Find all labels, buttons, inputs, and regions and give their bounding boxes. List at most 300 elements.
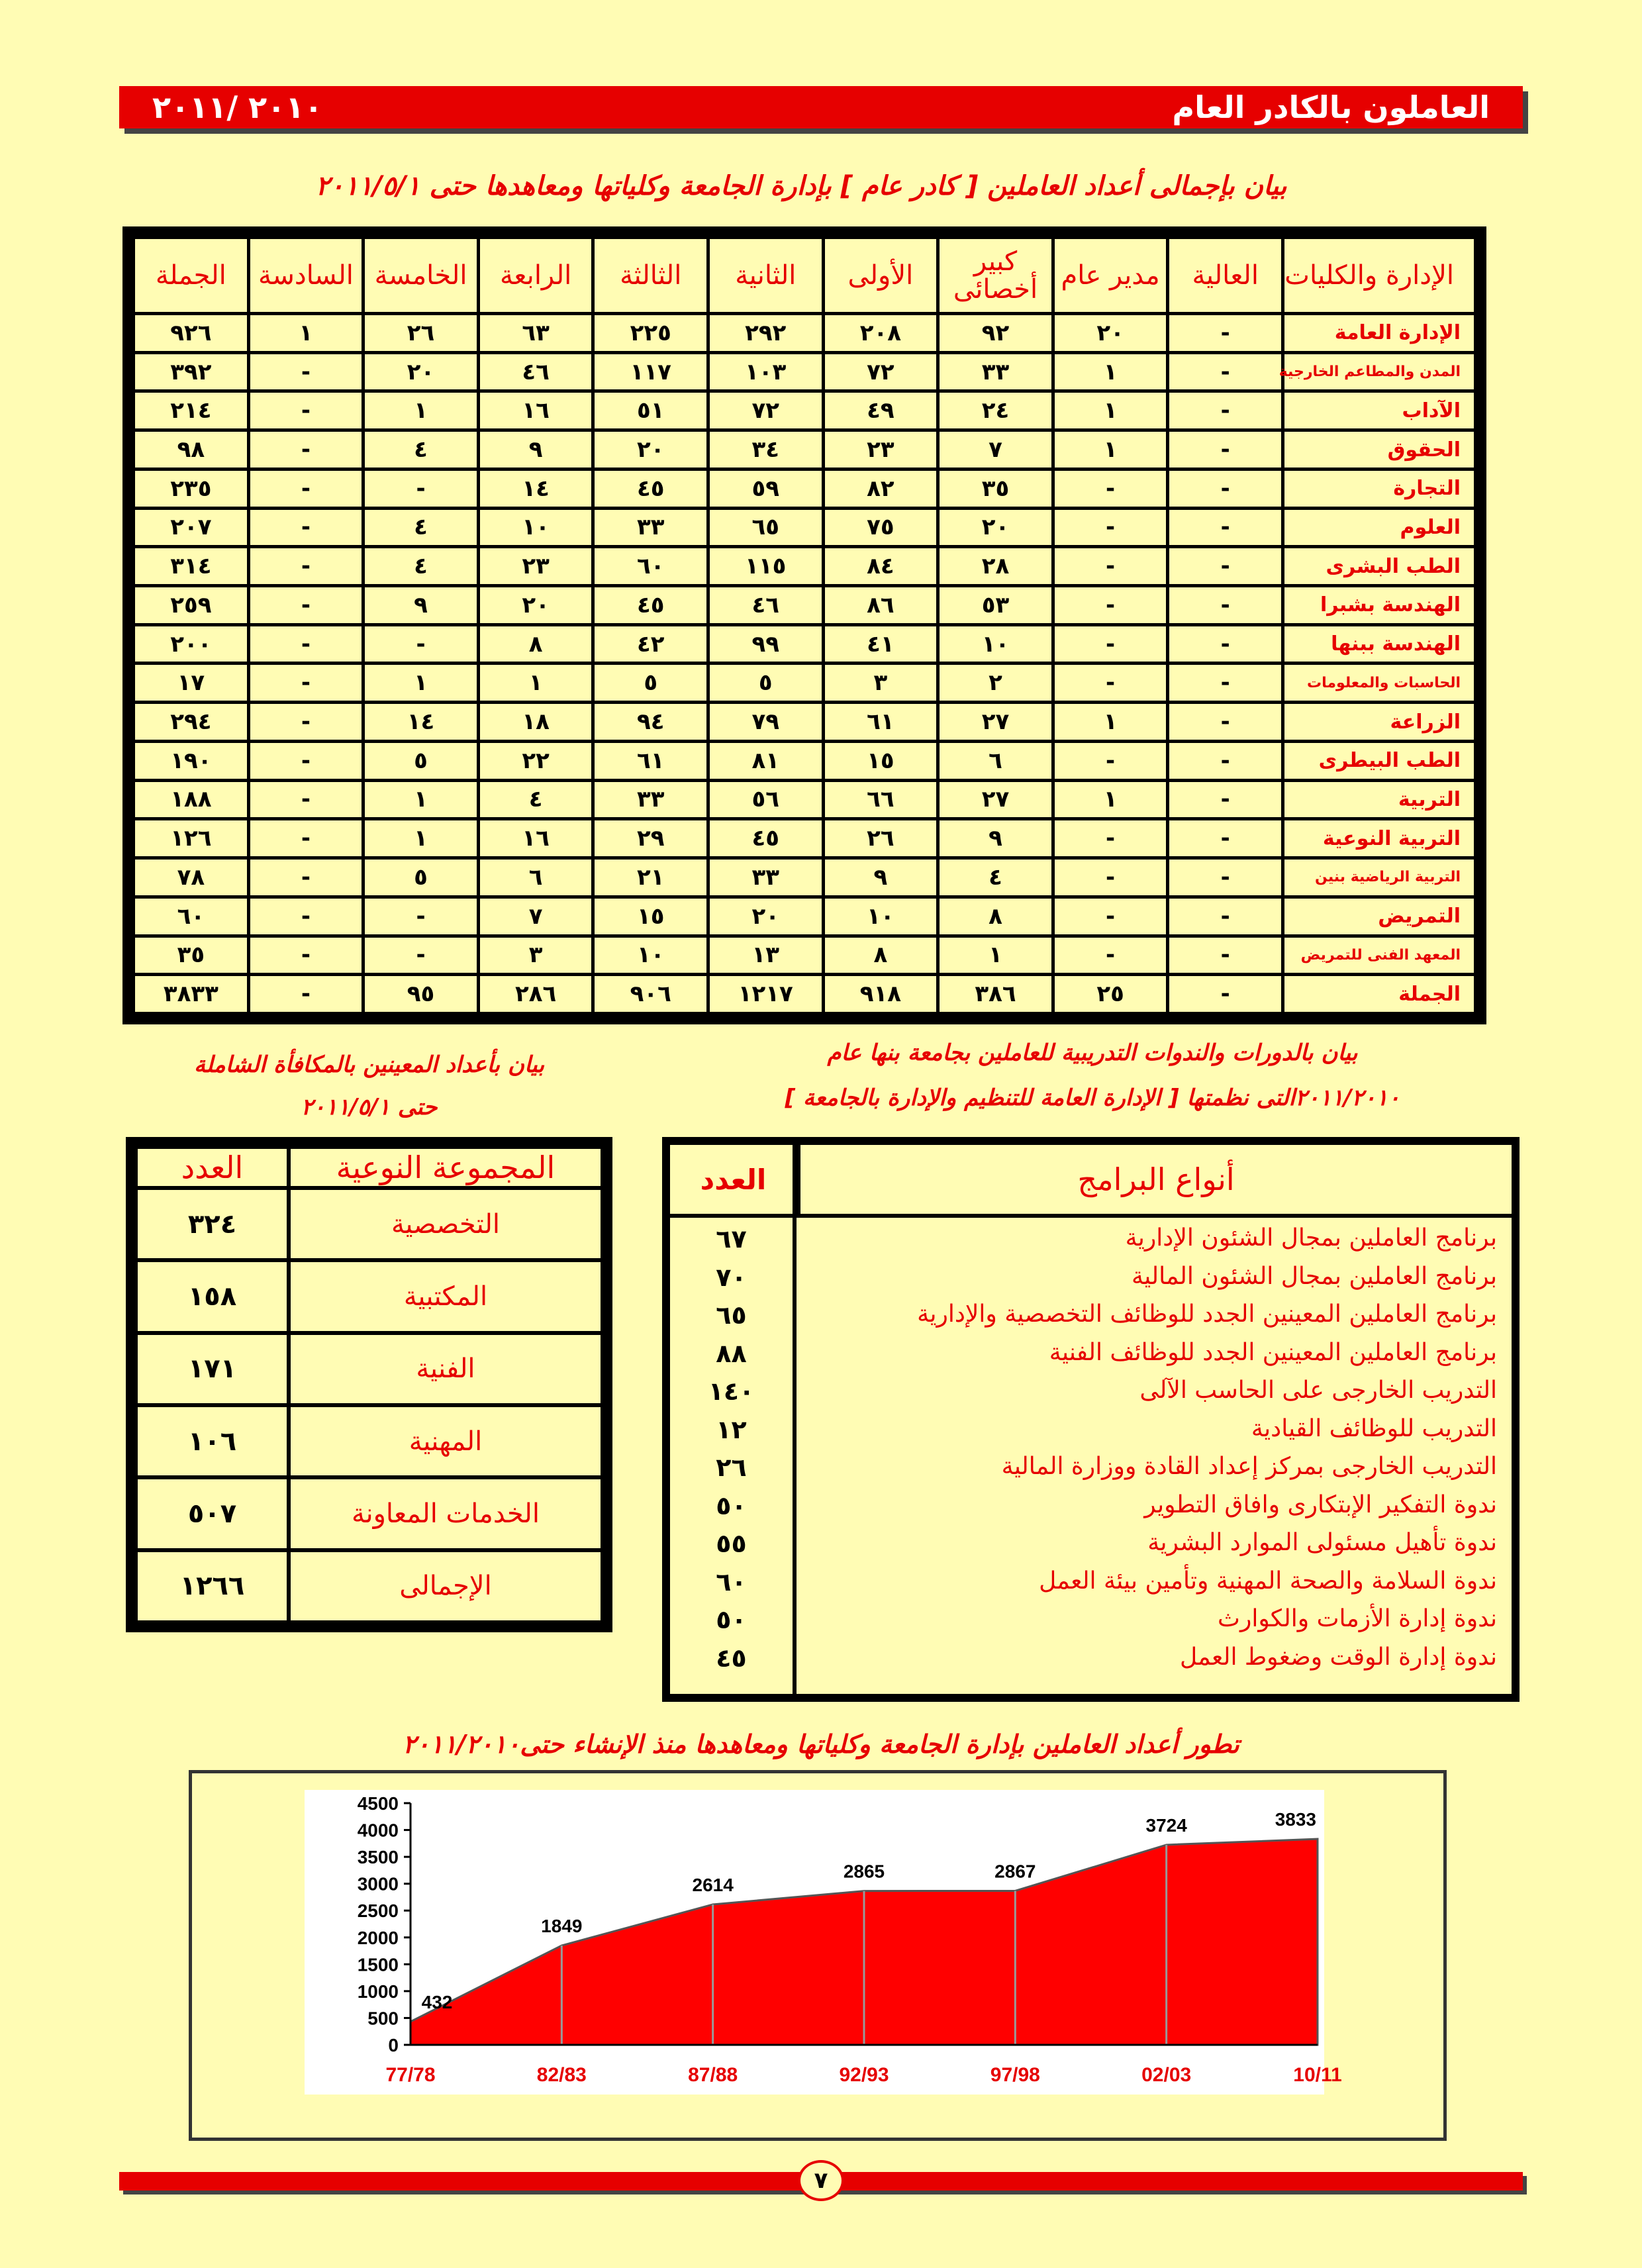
program-name: برنامج العاملين المعينين الجدد للوظائف الفنية xyxy=(1049,1338,1497,1366)
table-cell: ٩٤ xyxy=(593,703,708,742)
program-name: برنامج العاملين بمجال الشئون الإدارية xyxy=(1125,1224,1497,1252)
table-cell: ٥٦ xyxy=(708,780,824,819)
department-name: الحقوق xyxy=(1282,430,1475,469)
table-cell: - xyxy=(248,703,363,742)
table-cell: ٤ xyxy=(363,430,479,469)
table-cell: ١٣ xyxy=(708,936,824,975)
table-cell: - xyxy=(363,624,479,664)
list-item xyxy=(670,1377,1512,1414)
y-tick-label: 2000 xyxy=(357,1927,399,1948)
groups-title-line2: حتى ٢٠١١/٥/١ xyxy=(301,1094,438,1120)
table-cell: - xyxy=(1053,936,1168,975)
header-bar xyxy=(119,86,1523,128)
table-cell: ٤٩ xyxy=(823,391,938,430)
department-name: التربية الرياضية بنين xyxy=(1282,858,1475,897)
list-item xyxy=(670,1224,1512,1262)
group-count: ١٠٦ xyxy=(136,1405,289,1477)
department-name: الجملة xyxy=(1282,975,1475,1014)
table-cell: ٦ xyxy=(938,741,1053,780)
table-cell: ١٠٣ xyxy=(708,352,824,391)
table-cell: ٢٥٩ xyxy=(134,586,249,625)
table-cell: ٣٩٢ xyxy=(134,352,249,391)
table-cell: ٥ xyxy=(708,664,824,703)
table-cell: ٢٠ xyxy=(708,897,824,936)
table-cell: ٧٢ xyxy=(708,391,824,430)
table-cell: - xyxy=(248,391,363,430)
table-row xyxy=(134,391,1476,430)
table-cell: ٤٢ xyxy=(593,624,708,664)
table-row xyxy=(134,703,1476,742)
program-count: ٧٠ xyxy=(716,1262,747,1292)
table-cell: ١٠ xyxy=(478,508,593,547)
table-row xyxy=(136,1477,603,1550)
header-year: ٢٠١٠ /٢٠١١ xyxy=(152,89,323,125)
table-cell: ١١٧ xyxy=(593,352,708,391)
y-tick-label: 500 xyxy=(367,2008,399,2029)
table-row xyxy=(134,780,1476,819)
list-item xyxy=(670,1491,1512,1529)
table-cell: - xyxy=(1168,624,1283,664)
table-cell: - xyxy=(248,664,363,703)
table-cell: ٢٠ xyxy=(478,586,593,625)
x-tick-label: 02/03 xyxy=(1141,2064,1192,2086)
table-cell: ٤٥ xyxy=(593,586,708,625)
list-item xyxy=(670,1339,1512,1377)
table-cell: ٢٠٨ xyxy=(823,314,938,353)
table-cell: - xyxy=(363,936,479,975)
table-cell: ٨٦ xyxy=(823,586,938,625)
table-row xyxy=(136,1260,603,1332)
data-label: 3724 xyxy=(1145,1814,1187,1836)
table-cell: - xyxy=(248,469,363,508)
program-name: التدريب للوظائف القيادية xyxy=(1251,1414,1497,1442)
group-count: ١٢٦٦ xyxy=(136,1550,289,1622)
table-cell: - xyxy=(1053,741,1168,780)
x-tick-label: 97/98 xyxy=(990,2064,1040,2086)
table-cell: - xyxy=(248,858,363,897)
program-count: ٦٠ xyxy=(716,1567,747,1597)
table-cell: - xyxy=(248,352,363,391)
column-header: الثانية xyxy=(708,238,824,314)
group-name: المهنية xyxy=(289,1405,603,1477)
department-name: الطب البشرى xyxy=(1282,547,1475,586)
groups-header-row xyxy=(136,1147,603,1188)
table-cell: ٩٢٦ xyxy=(134,314,249,353)
table-cell: ٤١ xyxy=(823,624,938,664)
table-cell: - xyxy=(1168,391,1283,430)
table-cell: ٢ xyxy=(938,664,1053,703)
table-cell: ٣ xyxy=(478,936,593,975)
table-cell: - xyxy=(1168,508,1283,547)
table-cell: - xyxy=(1053,586,1168,625)
table-cell: ٢٥ xyxy=(1053,975,1168,1014)
department-name: العلوم xyxy=(1282,508,1475,547)
program-name: ندوة إدارة الأزمات والكوارث xyxy=(1218,1605,1497,1632)
table-cell: ٢٦ xyxy=(823,819,938,858)
table-cell: ٢٠٠ xyxy=(134,624,249,664)
table-cell: ٨ xyxy=(478,624,593,664)
table-cell: ٨٢ xyxy=(823,469,938,508)
program-name: برنامج العاملين المعينين الجدد للوظائف التخصصية والإدارية xyxy=(917,1301,1497,1328)
table-cell: ٣٣ xyxy=(708,858,824,897)
data-label: 432 xyxy=(421,1991,453,2012)
table-row xyxy=(134,430,1476,469)
table-cell: ١ xyxy=(1053,352,1168,391)
program-count: ٥٥ xyxy=(716,1529,747,1558)
table-cell: ٣٨٦ xyxy=(938,975,1053,1014)
table-cell: - xyxy=(1168,314,1283,353)
table-cell: ١٧ xyxy=(134,664,249,703)
y-tick-label: 4500 xyxy=(357,1793,399,1814)
table-cell: ٣٣ xyxy=(593,508,708,547)
table-cell: - xyxy=(1168,819,1283,858)
department-name: التربية xyxy=(1282,780,1475,819)
table-cell: ١٠ xyxy=(823,897,938,936)
table-cell: ٩ xyxy=(478,430,593,469)
table-cell: - xyxy=(1168,780,1283,819)
table-cell: ٦ xyxy=(478,858,593,897)
table-cell: ٢٩ xyxy=(593,819,708,858)
table-cell: ٩١٨ xyxy=(823,975,938,1014)
programs-header-name: أنواع البرامج xyxy=(797,1145,1512,1218)
table-cell: - xyxy=(1053,547,1168,586)
table-cell: ١٨ xyxy=(478,703,593,742)
list-item xyxy=(670,1567,1512,1605)
programs-table-frame xyxy=(662,1137,1520,1702)
y-tick-label: 2500 xyxy=(357,1900,399,1922)
column-header: السادسة xyxy=(248,238,363,314)
table-cell: - xyxy=(1168,975,1283,1014)
table-cell: ٣٨٣٣ xyxy=(134,975,249,1014)
department-name: الطب البيطرى xyxy=(1282,741,1475,780)
groups-table xyxy=(134,1145,604,1624)
table-cell: - xyxy=(248,936,363,975)
column-header: الرابعة xyxy=(478,238,593,314)
table-cell: - xyxy=(248,586,363,625)
list-item xyxy=(670,1453,1512,1491)
table-row xyxy=(134,975,1476,1014)
list-item xyxy=(670,1605,1512,1643)
department-name: التمريض xyxy=(1282,897,1475,936)
table-cell: ٢٧ xyxy=(938,703,1053,742)
department-name: الهندسة بشبرا xyxy=(1282,586,1475,625)
table-row xyxy=(134,586,1476,625)
table-cell: - xyxy=(1168,352,1283,391)
group-count: ٥٠٧ xyxy=(136,1477,289,1550)
table-cell: ٧ xyxy=(938,430,1053,469)
table-cell: ٤ xyxy=(363,508,479,547)
table-cell: - xyxy=(1168,936,1283,975)
table-cell: ١١٥ xyxy=(708,547,824,586)
table-cell: - xyxy=(1053,664,1168,703)
main-table-frame xyxy=(122,226,1486,1024)
table-cell: ٢٠ xyxy=(938,508,1053,547)
table-cell: ٢٤ xyxy=(938,391,1053,430)
table-cell: ٩٩ xyxy=(708,624,824,664)
table-cell: - xyxy=(248,819,363,858)
table-cell: - xyxy=(1168,664,1283,703)
table-cell: - xyxy=(1168,703,1283,742)
table-cell: ١ xyxy=(478,664,593,703)
list-item xyxy=(670,1301,1512,1338)
table-cell: ٦٥ xyxy=(708,508,824,547)
table-cell: ١ xyxy=(1053,391,1168,430)
table-cell: ٩٥ xyxy=(363,975,479,1014)
table-cell: ٢١٤ xyxy=(134,391,249,430)
main-table-title: بيان بإجمالى أعداد العاملين [ كادر عام ] بإدارة الجامعة وكلياتها ومعاهدها حتى ٢٠١١/٥/١ xyxy=(315,171,1287,201)
table-cell: ٩ xyxy=(823,858,938,897)
table-cell: ٥١ xyxy=(593,391,708,430)
group-name: الفنية xyxy=(289,1333,603,1405)
table-cell: ١٥ xyxy=(823,741,938,780)
table-cell: ٤ xyxy=(363,547,479,586)
column-header: الخامسة xyxy=(363,238,479,314)
table-cell: - xyxy=(1168,430,1283,469)
department-name: المعهد الفنى للتمريض xyxy=(1282,936,1475,975)
group-name: الإجمالى xyxy=(289,1550,603,1622)
department-name: التربية النوعية xyxy=(1282,819,1475,858)
table-row xyxy=(134,741,1476,780)
table-cell: ٢٣ xyxy=(478,547,593,586)
table-cell: ١ xyxy=(363,391,479,430)
table-cell: ٢٠ xyxy=(593,430,708,469)
group-name: التخصصية xyxy=(289,1188,603,1260)
group-name: الخدمات المعاونة xyxy=(289,1477,603,1550)
department-name: الزراعة xyxy=(1282,703,1475,742)
table-cell: - xyxy=(248,975,363,1014)
department-name: الآداب xyxy=(1282,391,1475,430)
groups-table-frame xyxy=(126,1137,612,1632)
table-cell: - xyxy=(363,469,479,508)
table-cell: ١ xyxy=(248,314,363,353)
table-cell: ٩ xyxy=(938,819,1053,858)
table-cell: ٦١ xyxy=(593,741,708,780)
table-header-row xyxy=(134,238,1476,314)
table-cell: ١٦ xyxy=(478,391,593,430)
table-cell: ١٩٠ xyxy=(134,741,249,780)
group-count: ١٧١ xyxy=(136,1333,289,1405)
table-cell: ٤ xyxy=(938,858,1053,897)
table-cell: - xyxy=(1168,586,1283,625)
table-row xyxy=(136,1405,603,1477)
table-cell: ٢٨ xyxy=(938,547,1053,586)
table-cell: ٣٥ xyxy=(134,936,249,975)
table-cell: ٣٣ xyxy=(938,352,1053,391)
table-cell: ٩٢ xyxy=(938,314,1053,353)
table-row xyxy=(134,936,1476,975)
table-cell: - xyxy=(1053,858,1168,897)
table-cell: ٨ xyxy=(823,936,938,975)
employee-growth-chart xyxy=(305,1790,1342,2095)
programs-title-line1: بيان بالدورات والندوات التدريبية للعاملين بجامعة بنها عام xyxy=(827,1040,1358,1066)
table-cell: - xyxy=(1053,819,1168,858)
table-cell: - xyxy=(248,897,363,936)
group-name: المكتبية xyxy=(289,1260,603,1332)
column-header: مدير عام xyxy=(1053,238,1168,314)
table-row xyxy=(136,1333,603,1405)
program-count: ٢٦ xyxy=(716,1453,747,1482)
table-cell: ٧٢ xyxy=(823,352,938,391)
table-cell: ٥ xyxy=(363,741,479,780)
y-tick-label: 3500 xyxy=(357,1847,399,1868)
chart-title: تطور أعداد العاملين بإدارة الجامعة وكلياتها ومعاهدها منذ الإنشاء حتى٢٠١١/٢٠١٠ xyxy=(403,1730,1239,1759)
column-header: الثالثة xyxy=(593,238,708,314)
x-tick-label: 77/78 xyxy=(385,2064,436,2086)
y-tick-label: 1000 xyxy=(357,1981,399,2002)
table-cell: - xyxy=(248,547,363,586)
table-row xyxy=(134,547,1476,586)
list-item xyxy=(670,1415,1512,1453)
table-cell: ١ xyxy=(938,936,1053,975)
table-row xyxy=(134,897,1476,936)
list-item xyxy=(670,1263,1512,1301)
table-cell: ٧٨ xyxy=(134,858,249,897)
program-name: ندوة السلامة والصحة المهنية وتأمين بيئة العمل xyxy=(1039,1567,1497,1595)
table-cell: ٣٣ xyxy=(593,780,708,819)
programs-table xyxy=(670,1145,1512,1694)
table-cell: ١٤ xyxy=(363,703,479,742)
table-cell: ٥ xyxy=(363,858,479,897)
table-cell: ٦٣ xyxy=(478,314,593,353)
table-cell: ١٢١٧ xyxy=(708,975,824,1014)
groups-header-count: العدد xyxy=(136,1147,289,1188)
table-row xyxy=(136,1550,603,1622)
column-header: الجملة xyxy=(134,238,249,314)
x-tick-label: 92/93 xyxy=(839,2064,889,2086)
program-count: ١٢ xyxy=(716,1414,747,1444)
table-cell: ٣١٤ xyxy=(134,547,249,586)
table-cell: ٨١ xyxy=(708,741,824,780)
program-count: ٨٨ xyxy=(716,1338,747,1368)
table-cell: ٦٦ xyxy=(823,780,938,819)
column-header: الأولى xyxy=(823,238,938,314)
table-cell: - xyxy=(1168,897,1283,936)
data-label: 3833 xyxy=(1275,1809,1316,1830)
table-cell: ٩٨ xyxy=(134,430,249,469)
table-row xyxy=(134,508,1476,547)
program-count: ٥٠ xyxy=(716,1605,747,1634)
table-cell: ١ xyxy=(363,664,479,703)
table-cell: ١ xyxy=(363,780,479,819)
table-cell: ٢٠٧ xyxy=(134,508,249,547)
program-name: التدريب الخارجى على الحاسب الآلى xyxy=(1139,1377,1497,1404)
table-cell: ١ xyxy=(363,819,479,858)
table-cell: ٤٥ xyxy=(708,819,824,858)
employees-table xyxy=(132,236,1477,1015)
program-count: ٤٥ xyxy=(716,1643,747,1673)
table-cell: ١ xyxy=(1053,780,1168,819)
table-cell: ٦٠ xyxy=(134,897,249,936)
table-cell: ١ xyxy=(1053,703,1168,742)
table-row xyxy=(134,858,1476,897)
table-row xyxy=(134,664,1476,703)
y-tick-label: 0 xyxy=(388,2035,399,2055)
table-cell: ١٠ xyxy=(593,936,708,975)
page-number: ٧ xyxy=(798,2160,844,2201)
groups-title-line1: بيان بأعداد المعينين بالمكافأة الشاملة xyxy=(193,1052,545,1078)
table-cell: ٢١ xyxy=(593,858,708,897)
table-cell: - xyxy=(248,780,363,819)
table-row xyxy=(134,314,1476,353)
table-cell: ٢٠ xyxy=(363,352,479,391)
list-item xyxy=(670,1529,1512,1567)
column-header: كبير أخصائى xyxy=(938,238,1053,314)
table-cell: - xyxy=(1053,469,1168,508)
table-cell: - xyxy=(248,741,363,780)
table-cell: ١٢٦ xyxy=(134,819,249,858)
table-cell: ١٠ xyxy=(938,624,1053,664)
table-cell: ٦٠ xyxy=(593,547,708,586)
table-row xyxy=(134,352,1476,391)
data-label: 2867 xyxy=(994,1861,1036,1882)
table-cell: ٧٥ xyxy=(823,508,938,547)
column-header: العالية xyxy=(1168,238,1283,314)
table-cell: - xyxy=(1053,897,1168,936)
table-cell: ٣٥ xyxy=(938,469,1053,508)
x-tick-label: 82/83 xyxy=(536,2064,587,2086)
x-tick-label: 87/88 xyxy=(688,2064,738,2086)
table-cell: ٩ xyxy=(363,586,479,625)
table-cell: ٤ xyxy=(478,780,593,819)
department-name: الهندسة ببنها xyxy=(1282,624,1475,664)
programs-header-count: العدد xyxy=(670,1145,797,1218)
y-tick-label: 1500 xyxy=(357,1954,399,1975)
program-name: ندوة إدارة الوقت وضغوط العمل xyxy=(1180,1643,1497,1671)
department-name: التجارة xyxy=(1282,469,1475,508)
department-name: الحاسبات والمعلومات xyxy=(1282,664,1475,703)
table-cell: ٨٤ xyxy=(823,547,938,586)
table-cell: ٢٦ xyxy=(363,314,479,353)
program-name: التدريب الخارجى بمركز إعداد القادة ووزارة المالية xyxy=(1001,1453,1497,1480)
table-row xyxy=(136,1188,603,1260)
program-count: ٥٠ xyxy=(716,1491,747,1520)
groups-header-name: المجموعة النوعية xyxy=(289,1147,603,1188)
table-cell: - xyxy=(1168,547,1283,586)
table-cell: ١٦ xyxy=(478,819,593,858)
programs-title-line2: ٢٠١١/٢٠١٠التى نظمتها [ الإدارة العامة للتنظيم والإدارة بالجامعة ] xyxy=(785,1085,1400,1111)
table-cell: ٤٥ xyxy=(593,469,708,508)
table-cell: - xyxy=(248,624,363,664)
table-cell: ١٨٨ xyxy=(134,780,249,819)
table-cell: - xyxy=(1053,508,1168,547)
table-cell: - xyxy=(1168,858,1283,897)
data-label: 2865 xyxy=(843,1861,885,1882)
table-cell: - xyxy=(363,897,479,936)
table-cell: - xyxy=(1168,469,1283,508)
table-cell: ٧ xyxy=(478,897,593,936)
program-name: ندوة تأهيل مسئولى الموارد البشرية xyxy=(1147,1529,1497,1556)
table-cell: ٢٢٥ xyxy=(593,314,708,353)
table-cell: ٥٩ xyxy=(708,469,824,508)
department-name: المدن والمطاعم الخارجية xyxy=(1282,352,1475,391)
table-row xyxy=(134,624,1476,664)
table-cell: ٢٨٦ xyxy=(478,975,593,1014)
table-cell: - xyxy=(248,508,363,547)
table-cell: ٥٣ xyxy=(938,586,1053,625)
table-cell: ٢٩٤ xyxy=(134,703,249,742)
table-cell: ٢٧ xyxy=(938,780,1053,819)
table-cell: ٩٠٦ xyxy=(593,975,708,1014)
table-cell: ٢٠ xyxy=(1053,314,1168,353)
table-cell: ١ xyxy=(1053,430,1168,469)
data-label: 1849 xyxy=(541,1916,583,1937)
table-row xyxy=(134,469,1476,508)
table-row xyxy=(134,819,1476,858)
table-cell: ٨ xyxy=(938,897,1053,936)
table-cell: ٢٩٢ xyxy=(708,314,824,353)
data-label: 2614 xyxy=(692,1874,734,1895)
program-count: ١٤٠ xyxy=(708,1377,755,1406)
